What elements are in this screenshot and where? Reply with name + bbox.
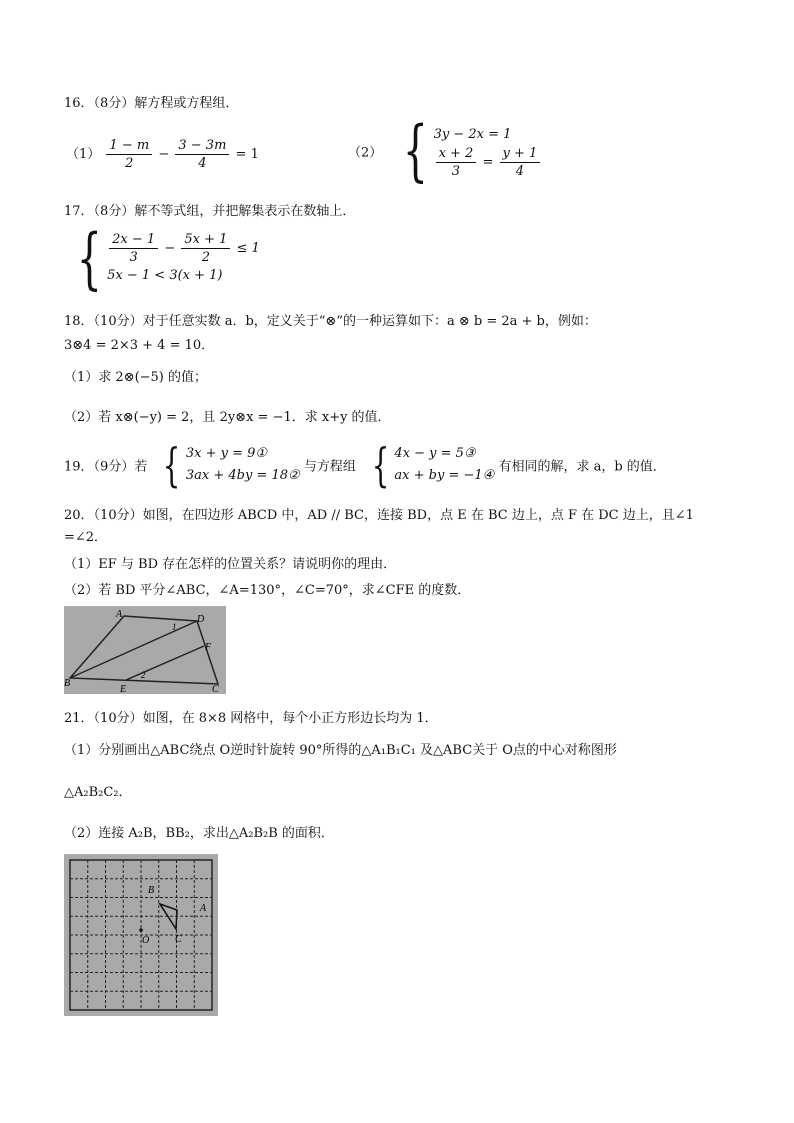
quadrilateral-figure: [64, 606, 226, 694]
svg-text:C: C: [175, 934, 182, 945]
q21-part1b: △A₂B₂C₂．: [64, 785, 132, 800]
grid-figure: [64, 854, 218, 1016]
q20-line1: 20．（10分）如图，在四边形 ABCD 中，AD // BC，连接 BD，点 E 在 BC 边上，点 F 在 DC 边上，且∠1: [64, 508, 694, 523]
svg-text:1: 1: [172, 622, 177, 632]
q18-part2: （2）若 x⊗(−y) = 2，且 2y⊗x = −1．求 x+y 的值．: [64, 410, 391, 425]
q16-part1: （1） $\frac{1 - m}{2}$ − $\frac{3 - 3m}{4}$ = 1: [66, 138, 259, 171]
left-brace-icon: {: [371, 438, 390, 492]
q16-part2: [348, 112, 542, 189]
q17-system: { $\frac{2x - 1}{3}$ − $\frac{5x + 1}{2}$ ≤ 1 5x − 1 < 3(x + 1): [76, 220, 260, 297]
svg-text:O: O: [142, 935, 150, 946]
q21-part1: （1）分别画出△ABC绕点 O逆时针旋转 90°所得的△A₁B₁C₁ 及△ABC关于 O点的中心对称图形: [64, 743, 617, 758]
q20-line1b: =∠2．: [64, 530, 108, 545]
svg-text:C: C: [212, 684, 219, 694]
svg-text:A: A: [116, 609, 123, 620]
q18-part1: （1）求 2⊗(−5) 的值；: [64, 370, 208, 385]
q19-system1: 3x + y = 9① 3ax + 4by = 18②: [185, 446, 300, 483]
svg-text:2: 2: [141, 670, 146, 680]
q16-p1-label: （1）: [66, 147, 101, 162]
svg-text:D: D: [197, 614, 205, 625]
q19-system2: 4x − y = 5③ ax + by = −1④: [394, 446, 495, 483]
svg-text:A: A: [200, 903, 207, 914]
svg-text:E: E: [120, 684, 127, 694]
q20-part2: （2）若 BD 平分∠ABC，∠A=130°，∠C=70°，求∠CFE 的度数．: [64, 583, 471, 598]
q18-line1: 18．（10分）对于任意实数 a．b，定义关于“⊗”的一种运算如下：a ⊗ b = 2a + b，例如：: [64, 314, 597, 329]
q20-part1: （1）EF 与 BD 存在怎样的位置关系？请说明你的理由．: [64, 557, 397, 572]
q21-line1: 21．（10分）如图，在 8×8 网格中，每个小正方形边长均为 1．: [64, 711, 438, 726]
fraction-2: $\frac{3 - 3m}{4}$: [175, 138, 229, 171]
q16-header: 16．（8分）解方程或方程组．: [64, 96, 239, 111]
q16-system: 3y − 2x = 1 $\frac{x + 2}{3}$ = $\frac{y + 1}{4}$: [434, 124, 543, 179]
svg-text:B: B: [64, 678, 71, 689]
left-brace-icon: {: [76, 220, 102, 297]
q17-header: 17．（8分）解不等式组，并把解集表示在数轴上．: [64, 204, 356, 219]
q21-part2: （2）连接 A₂B，BB₂，求出△A₂B₂B 的面积．: [64, 826, 334, 841]
q19: 19．（9分）若 { 3x + y = 9① 3ax + 4by = 18② 与方程组 { 4x − y = 5③ ax + by = −1④ 有相同的解，求 a，b 的值．: [64, 438, 666, 492]
left-brace-icon: {: [403, 112, 429, 189]
fraction-1: $\frac{1 - m}{2}$: [106, 138, 152, 171]
svg-text:B: B: [148, 885, 155, 896]
q16-p2-label: （2）: [348, 145, 383, 161]
q18-line2: 3⊗4 = 2×3 + 4 = 10．: [64, 338, 215, 353]
svg-text:F: F: [205, 642, 212, 653]
left-brace-icon: {: [163, 438, 181, 492]
